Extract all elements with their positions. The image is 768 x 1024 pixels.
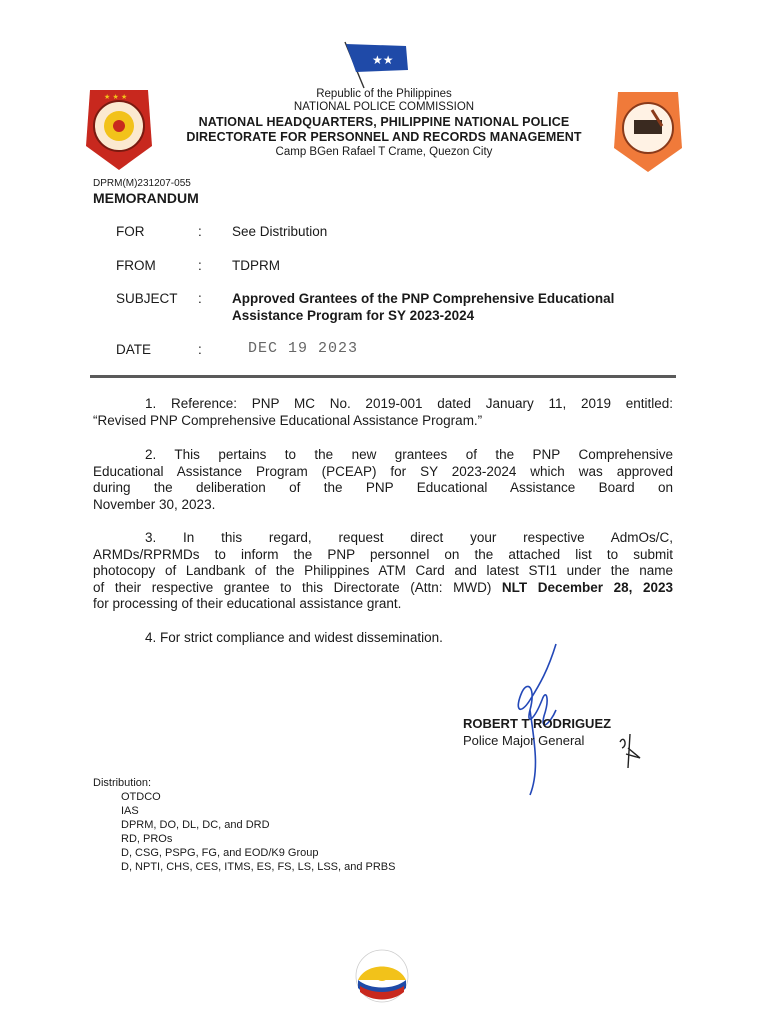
distribution-item: RD, PROs <box>121 833 173 845</box>
date-stamp: DEC 19 2023 <box>248 340 359 357</box>
p2-line-1: 2. This pertains to the new grantees of the PNP Comprehensive <box>145 447 673 462</box>
p3-line-3: photocopy of Landbank of the Philippines ATM Card and latest STI1 under the name <box>93 563 673 578</box>
colon: : <box>198 224 202 239</box>
distribution-item: OTDCO <box>121 791 161 803</box>
paragraph-1 <box>93 396 673 429</box>
general-flag-icon <box>342 40 414 90</box>
svg-text:★ ★ ★: ★ ★ ★ <box>104 93 128 101</box>
subject-line-1: Approved Grantees of the PNP Comprehensive Educational <box>232 291 615 306</box>
p4-line: 4. For strict compliance and widest dissemination. <box>145 630 443 645</box>
p3-line-5: for processing of their educational assistance grant. <box>93 596 402 611</box>
header-commission: NATIONAL POLICE COMMISSION <box>293 101 475 113</box>
paragraph-3 <box>93 530 673 613</box>
p3-line-2: ARMDs/RPRMDs to inform the PNP personnel on the attached list to submit <box>93 546 673 562</box>
p3-line-4-text: of their respective grantee to this Directorate (Attn: MWD) <box>93 579 502 595</box>
colon: : <box>198 291 202 306</box>
p1-line-1: 1. Reference: PNP MC No. 2019-001 dated January 11, 2019 entitled: <box>145 396 673 411</box>
distribution-item: DPRM, DO, DL, DC, and DRD <box>121 819 270 831</box>
from-value: TDPRM <box>232 258 280 273</box>
svg-text:★★: ★★ <box>372 53 394 67</box>
signatory-title: Police Major General <box>463 733 585 748</box>
colon: : <box>198 342 202 357</box>
p2-line-2: Educational Assistance Program (PCEAP) for SY 2023-2024 which was approved <box>93 463 673 479</box>
paragraph-2 <box>93 447 673 513</box>
colon: : <box>198 258 202 273</box>
subject-label: SUBJECT <box>116 291 178 306</box>
header-location: Camp BGen Rafael T Crame, Quezon City <box>275 146 493 158</box>
p3-line-4 <box>93 580 673 597</box>
for-label: FOR <box>116 224 145 239</box>
paragraph-4 <box>93 630 673 647</box>
distribution-item: IAS <box>121 805 139 817</box>
memo-ref-number: DPRM(M)231207-055 <box>93 178 191 189</box>
bagong-pilipinas-logo <box>350 944 414 1010</box>
subject-line-2: Assistance Program for SY 2023-2024 <box>232 308 475 323</box>
signatory-name: ROBERT T RODRIGUEZ <box>463 716 612 731</box>
distribution-item: D, CSG, PSPG, FG, and EOD/K9 Group <box>121 847 319 859</box>
initials-mark <box>616 728 644 770</box>
divider-rule <box>90 375 676 378</box>
distribution-label: Distribution: <box>93 777 152 789</box>
p3-line-1: 3. In this regard, request direct your respective AdmOs/C, <box>145 530 673 545</box>
memo-type: MEMORANDUM <box>93 190 199 206</box>
header-republic: Republic of the Philippines <box>316 88 452 100</box>
p1-line-2: “Revised PNP Comprehensive Educational Assistance Program.” <box>93 412 483 428</box>
for-value: See Distribution <box>232 224 328 239</box>
p2-line-3: during the deliberation of the PNP Educational Assistance Board on <box>93 480 673 495</box>
header-directorate: DIRECTORATE FOR PERSONNEL AND RECORDS MANAGEMENT <box>186 130 582 144</box>
deadline-text: NLT December 28, 2023 <box>501 579 674 595</box>
p2-line-4: November 30, 2023. <box>93 496 216 512</box>
date-label: DATE <box>116 342 152 357</box>
from-label: FROM <box>116 258 156 273</box>
distribution-item: D, NPTI, CHS, CES, ITMS, ES, FS, LS, LSS, and PRBS <box>121 861 396 873</box>
header-hq: NATIONAL HEADQUARTERS, PHILIPPINE NATIONAL POLICE <box>198 115 570 129</box>
